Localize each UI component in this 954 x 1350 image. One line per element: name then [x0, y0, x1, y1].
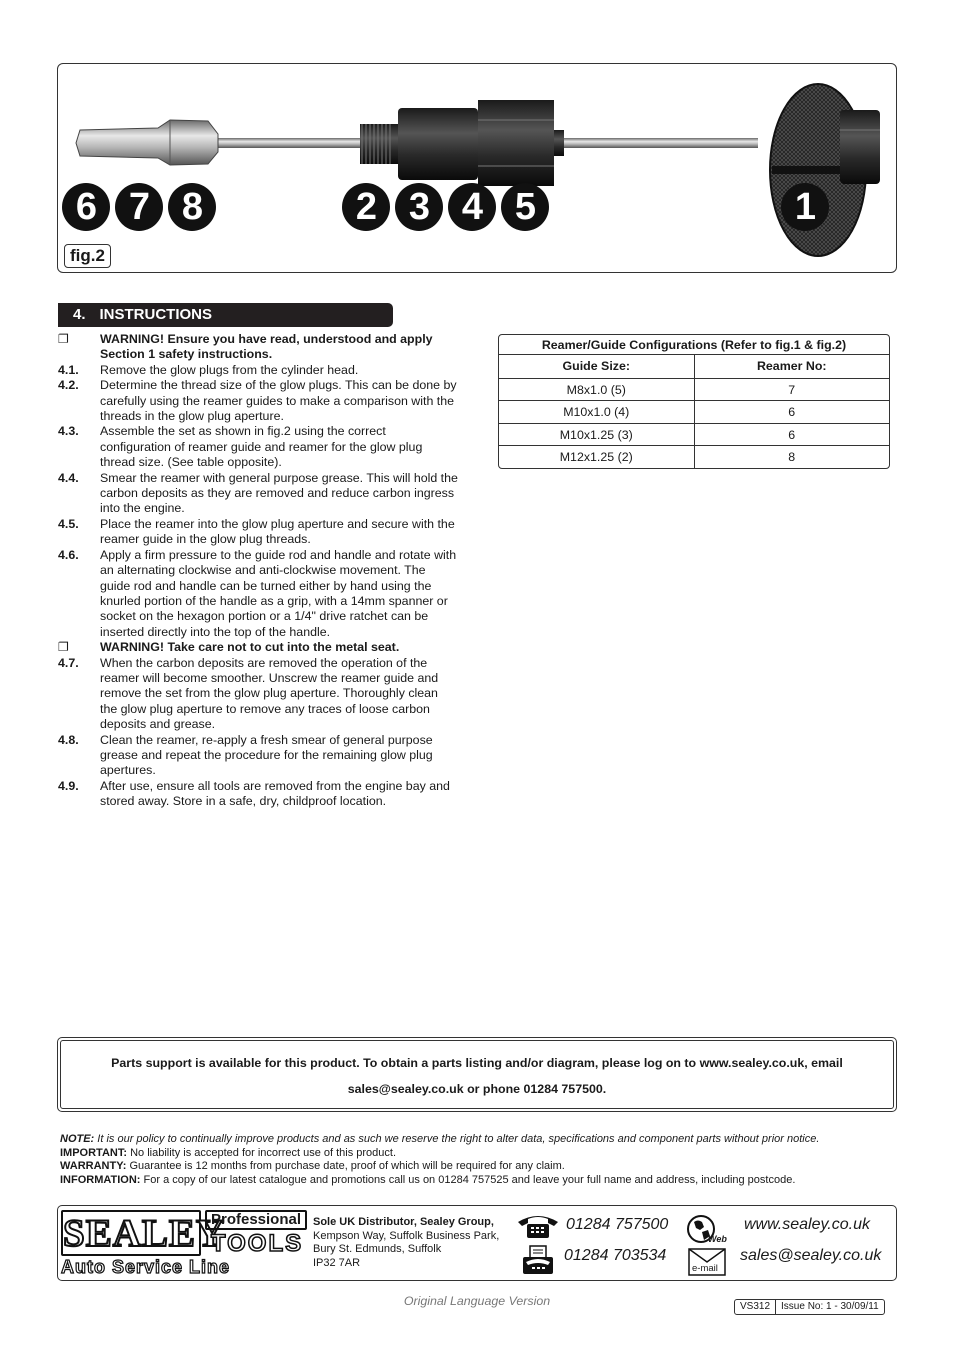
company-footer [57, 1205, 897, 1281]
instruction-item [58, 378, 458, 424]
instruction-number: 4.4. [58, 470, 79, 485]
important-label: IMPORTANT: [60, 1146, 128, 1159]
distributor-address [313, 1216, 499, 1270]
instruction-number: 4.7. [58, 655, 79, 670]
address-line: Kempson Way, Suffolk Business Park, [313, 1229, 500, 1242]
callout-8: 8 [168, 183, 216, 231]
instructions-list [58, 332, 458, 810]
legal-notes [60, 1133, 900, 1187]
website-link[interactable]: www.sealey.co.uk [744, 1216, 870, 1233]
callout-4: 4 [448, 183, 496, 231]
instruction-text: Remove the glow plugs from the cylinder head. [100, 362, 359, 377]
information-label: INFORMATION: [60, 1173, 141, 1186]
address-line: Bury St. Edmunds, Suffolk [313, 1243, 442, 1256]
instruction-item [58, 656, 458, 733]
instruction-text: WARNING! Ensure you have read, understood and apply Section 1 safety instructions. [100, 332, 433, 362]
table-cell-reamer-no: 6 [694, 424, 890, 446]
section-header [58, 303, 393, 327]
thread-section [360, 124, 400, 164]
instruction-item [58, 471, 458, 517]
logo-tools: TOOLS [210, 1230, 304, 1257]
table-cell-reamer-no: 8 [694, 446, 890, 468]
reamer-guide-table [498, 334, 890, 469]
address-line: IP32 7AR [313, 1256, 361, 1269]
table-row [499, 423, 889, 446]
logo-professional: Professional [205, 1210, 307, 1230]
fax-number: 01284 703534 [564, 1247, 667, 1264]
instruction-text: WARNING! Take care not to cut into the metal seat. [100, 640, 400, 655]
checkbox-bullet-icon: ❐ [58, 332, 69, 346]
logo-auto-service-line: Auto Service Line [61, 1257, 231, 1277]
figure-label: fig.2 [64, 244, 111, 268]
table-row [499, 400, 889, 423]
warning-item [58, 332, 458, 363]
fax-icon [520, 1244, 556, 1276]
callout-6: 6 [62, 183, 110, 231]
logo-brand: SEALEY [63, 1212, 226, 1255]
telephone-icon [516, 1212, 560, 1240]
instruction-text: When the carbon deposits are removed the operation of the reamer will become smoother. Unscrew the reamer guide and remove the set from the glow plug aperture. Thoroughly clean the glow plug aperture to remove any traces of loose carbon deposits and grease. [100, 655, 439, 732]
table-header-reamer-no: Reamer No: [694, 355, 890, 378]
warranty-line [60, 1160, 900, 1174]
reamer-set-illustration [58, 64, 897, 273]
instruction-item [58, 517, 458, 548]
callout-7: 7 [115, 183, 163, 231]
table-header-guide-size: Guide Size: [562, 359, 630, 373]
warning-item [58, 640, 458, 655]
important-text: No liability is accepted for incorrect use of this product. [127, 1146, 397, 1159]
table-row [499, 445, 889, 468]
table-cell-guide-size: M10x1.25 (3) [559, 427, 633, 442]
section-title: INSTRUCTIONS [99, 306, 213, 323]
table-cell-reamer-no: 6 [694, 401, 890, 423]
instruction-item [58, 733, 458, 779]
table-caption: Reamer/Guide Configurations (Refer to fig.1 & fig.2) [499, 335, 889, 355]
note-text: It is our policy to continually improve products and as such we reserve the right to alter data, specifications and component parts without prior notice. [94, 1133, 820, 1145]
instruction-number: 4.1. [58, 362, 79, 377]
callout-5: 5 [501, 183, 549, 231]
instruction-number: 4.8. [58, 732, 79, 747]
table-cell-guide-size: M8x1.0 (5) [566, 382, 626, 397]
instruction-text: Determine the thread size of the glow plugs. This can be done by carefully using the reamer guides to make a comparison with the threads in the glow plug aperture. [100, 378, 457, 424]
email-icon [688, 1248, 726, 1276]
section-number: 4. [73, 306, 86, 323]
parts-support-box [57, 1037, 897, 1112]
checkbox-bullet-icon: ❐ [58, 640, 69, 655]
instruction-item [58, 424, 458, 470]
warranty-label: WARRANTY: [60, 1160, 127, 1173]
table-header-row [499, 355, 889, 378]
instruction-text: Assemble the set as shown in fig.2 using the correct configuration of reamer guide and reamer for the glow plug thread size. (See table opposite). [100, 424, 423, 470]
table-cell-guide-size: M12x1.25 (2) [559, 450, 633, 464]
instruction-number: 4.5. [58, 516, 79, 531]
phone-number: 01284 757500 [566, 1216, 669, 1233]
table-cell-reamer-no: 7 [694, 379, 890, 401]
tool-figure [57, 63, 897, 273]
sealey-logo [61, 1210, 309, 1276]
instruction-number: 4.2. [58, 378, 79, 393]
instruction-item [58, 779, 458, 810]
instruction-text: Smear the reamer with general purpose grease. This will hold the carbon deposits as they are removed and reduce carbon ingress into the engine. [100, 470, 458, 516]
information-line [60, 1174, 900, 1188]
instruction-text: Place the reamer into the glow plug aperture and secure with the reamer guide in the glow plug threads. [100, 516, 455, 547]
web-icon-label: Web [708, 1234, 727, 1244]
instruction-text: Clean the reamer, re-apply a fresh smear of general purpose grease and repeat the procedure for the remaining glow plug apertures. [100, 732, 433, 778]
instruction-number: 4.9. [58, 778, 79, 793]
note-line [60, 1133, 900, 1147]
instruction-number: 4.6. [58, 547, 79, 562]
callout-1: 1 [781, 183, 829, 231]
parts-support-line-1: Parts support is available for this product. To obtain a parts listing and/or diagram, please log on to www.sealey.co.uk, email [111, 1056, 843, 1070]
callout-2: 2 [342, 183, 390, 231]
instruction-item [58, 363, 458, 378]
email-link[interactable]: sales@sealey.co.uk [740, 1247, 882, 1264]
parts-support-line-2: sales@sealey.co.uk or phone 01284 757500. [347, 1082, 607, 1096]
instruction-item [58, 548, 458, 640]
web-icon [686, 1214, 730, 1246]
important-line [60, 1147, 900, 1161]
instruction-number: 4.3. [58, 424, 79, 439]
language-note: Original Language Version [403, 1294, 551, 1308]
parts-support-inner [60, 1040, 894, 1109]
table-row [499, 378, 889, 401]
issue-number: Issue No: 1 - 30/09/11 [775, 1300, 884, 1314]
document-code: VS312 [740, 1301, 771, 1312]
issue-box [734, 1299, 885, 1315]
callout-3: 3 [395, 183, 443, 231]
distributor-title: Sole UK Distributor, Sealey Group, [313, 1216, 494, 1228]
information-text: For a copy of our latest catalogue and promotions call us on 01284 757525 and leave your full name and address, including postcode. [140, 1173, 796, 1186]
warranty-text: Guarantee is 12 months from purchase date, proof of which will be required for any claim. [126, 1160, 565, 1173]
note-label: NOTE: [60, 1133, 95, 1145]
instruction-text: After use, ensure all tools are removed from the engine bay and stored away. Store in a safe, dry, childproof location. [100, 778, 450, 809]
table-cell-guide-size: M10x1.0 (4) [563, 405, 630, 419]
instruction-text: Apply a firm pressure to the guide rod and handle and rotate with an alternating clockwise and anti-clockwise movement. The guide rod and handle can be turned either by hand using the knurled portion of the handle as a grip, with a 14mm spanner or socket on the hexagon portion or a 1/4" drive ratchet can be inserted directly into the top of the handle. [100, 547, 457, 639]
email-icon-label: e-mail [692, 1263, 718, 1274]
